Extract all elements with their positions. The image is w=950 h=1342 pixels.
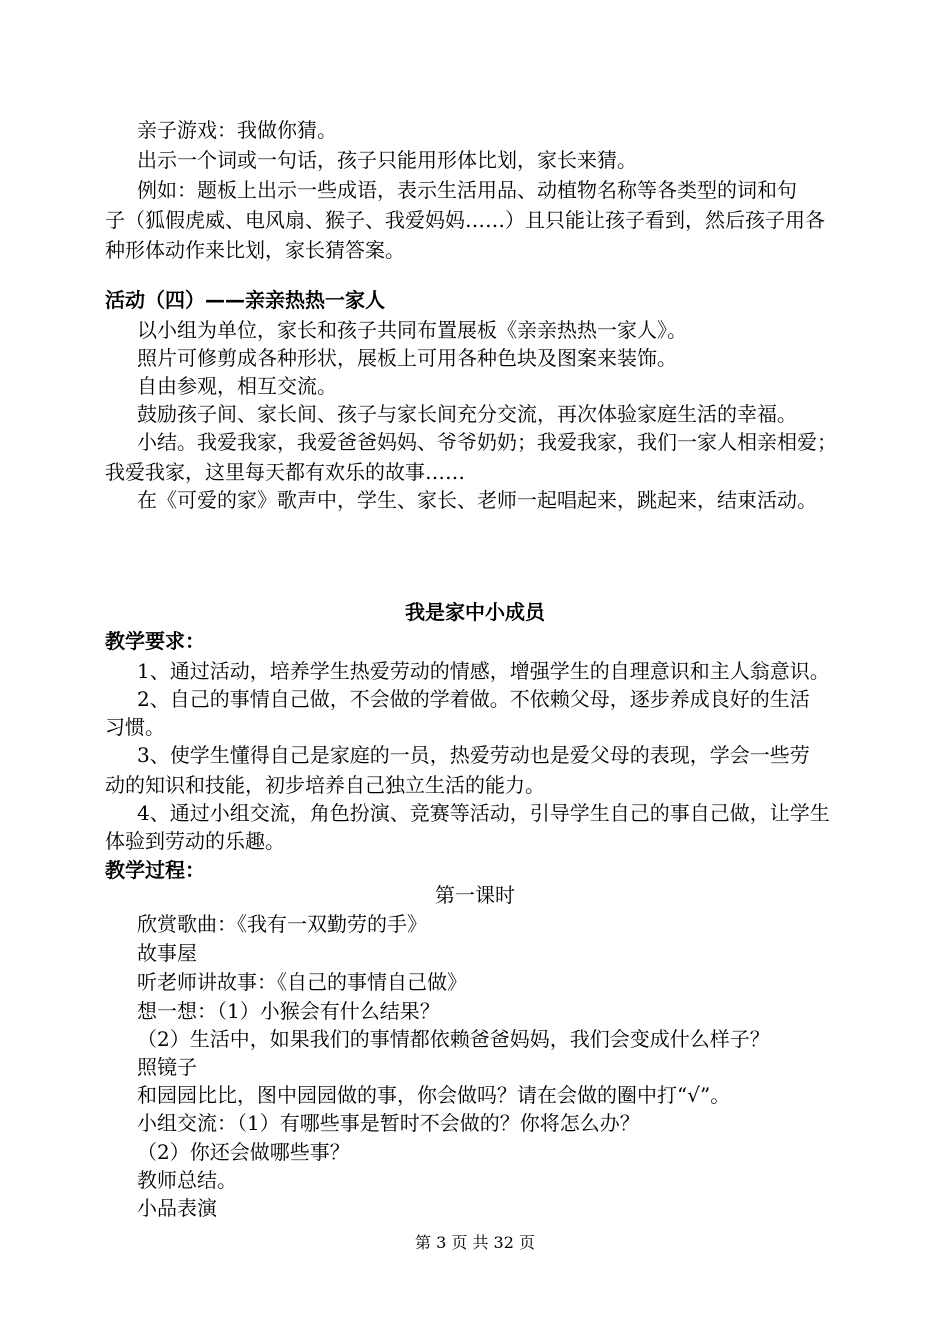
paragraph-line: 自由参观，相互交流。 xyxy=(137,374,337,398)
period-label: 第一课时 xyxy=(435,883,515,907)
process-heading: 教学过程： xyxy=(105,858,205,882)
process-line: 照镜子 xyxy=(137,1055,197,1079)
process-line: 听老师讲故事：《自己的事情自己做》 xyxy=(137,970,467,994)
lesson-title: 我是家中小成员 xyxy=(405,600,545,624)
requirement-line: 习惯。 xyxy=(105,715,165,739)
requirement-line: 3、使学生懂得自己是家庭的一员，热爱劳动也是爱父母的表现，学会一些劳 xyxy=(137,743,810,767)
requirement-line: 4、通过小组交流，角色扮演、竞赛等活动，引导学生自己的事自己做，让学生 xyxy=(137,801,830,825)
paragraph-line: 照片可修剪成各种形状，展板上可用各种色块及图案来装饰。 xyxy=(137,346,677,370)
paragraph-line: 鼓励孩子间、家长间、孩子与家长间充分交流，再次体验家庭生活的幸福。 xyxy=(137,402,797,426)
page-footer: 第 3 页 共 32 页 xyxy=(415,1233,535,1252)
process-line: 和园园比比，图中园园做的事，你会做吗？请在会做的圈中打“√”。 xyxy=(137,1083,731,1107)
process-line: 想一想：（1）小猴会有什么结果？ xyxy=(137,999,440,1023)
process-line: 欣赏歌曲：《我有一双勤劳的手》 xyxy=(137,912,427,936)
process-line: 教师总结。 xyxy=(137,1168,237,1192)
process-line: 故事屋 xyxy=(137,941,197,965)
requirement-line: 动的知识和技能，初步培养自己独立生活的能力。 xyxy=(105,773,545,797)
paragraph-line: 种形体动作来比划，家长猜答案。 xyxy=(105,238,405,262)
requirement-line: 2、自己的事情自己做，不会做的学着做。不依赖父母，逐步养成良好的生活 xyxy=(137,687,810,711)
process-line: 小品表演 xyxy=(137,1196,217,1220)
process-line: 小组交流：（1）有哪些事是暂时不会做的？你将怎么办？ xyxy=(137,1111,640,1135)
activity-heading: 活动（四）——亲亲热热一家人 xyxy=(105,288,385,312)
paragraph-line: 小结。我爱我家，我爱爸爸妈妈、爷爷奶奶；我爱我家，我们一家人相亲相爱； xyxy=(137,430,837,454)
paragraph-line: 例如：题板上出示一些成语，表示生活用品、动植物名称等各类型的词和句 xyxy=(137,178,797,202)
process-line: （2）生活中，如果我们的事情都依赖爸爸妈妈，我们会变成什么样子？ xyxy=(137,1027,770,1051)
paragraph-line: 我爱我家，这里每天都有欢乐的故事…… xyxy=(105,460,465,484)
paragraph-line: 子（狐假虎威、电风扇、猴子、我爱妈妈……）且只能让孩子看到，然后孩子用各 xyxy=(105,208,825,232)
paragraph-line: 出示一个词或一句话，孩子只能用形体比划，家长来猜。 xyxy=(137,148,637,172)
requirements-heading: 教学要求： xyxy=(105,629,205,653)
paragraph-line: 亲子游戏：我做你猜。 xyxy=(137,118,337,142)
requirement-line: 1、通过活动，培养学生热爱劳动的情感，增强学生的自理意识和主人翁意识。 xyxy=(137,659,830,683)
paragraph-line: 在《可爱的家》歌声中，学生、家长、老师一起唱起来，跳起来，结束活动。 xyxy=(137,488,817,512)
paragraph-line: 以小组为单位，家长和孩子共同布置展板《亲亲热热一家人》。 xyxy=(137,318,687,342)
process-line: （2）你还会做哪些事？ xyxy=(137,1140,350,1164)
requirement-line: 体验到劳动的乐趣。 xyxy=(105,829,285,853)
